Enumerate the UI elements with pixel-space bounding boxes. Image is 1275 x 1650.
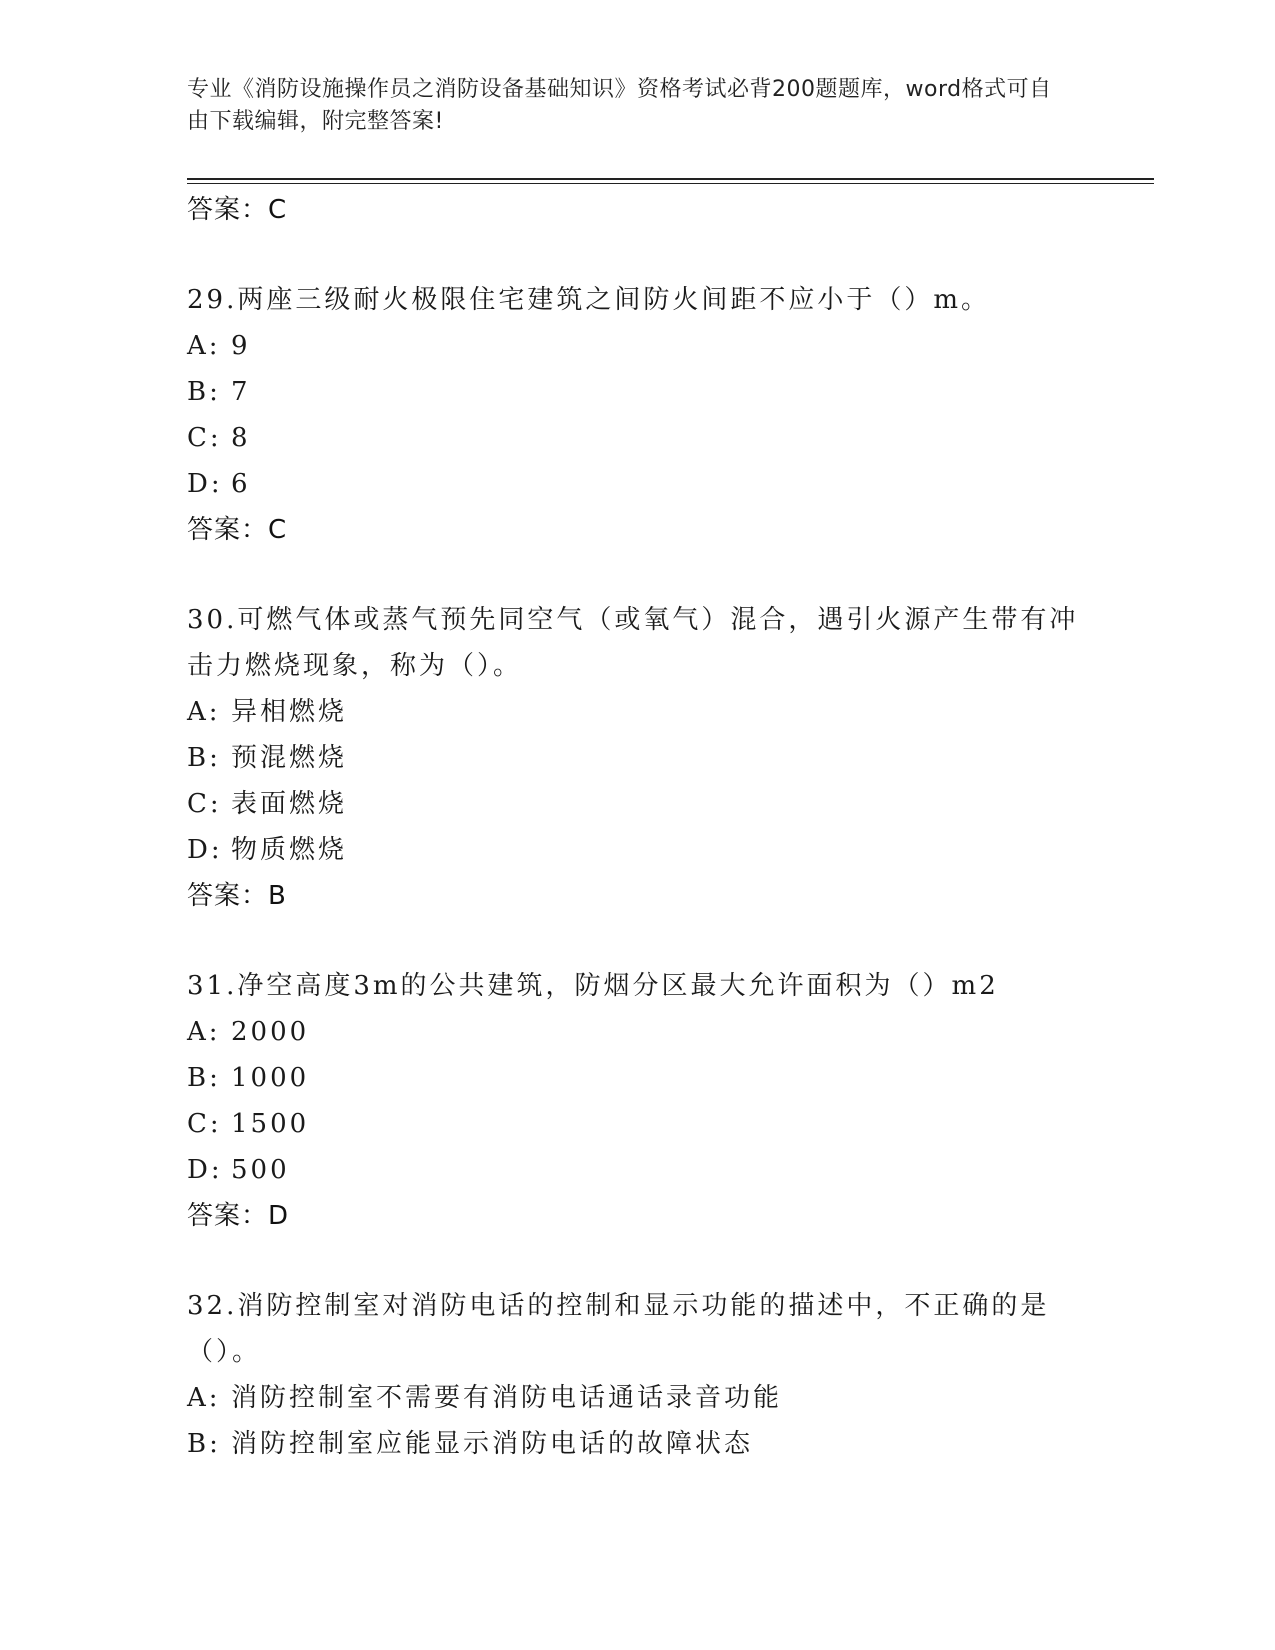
header-divider [187, 178, 1154, 180]
answer-label: 答案：B [187, 881, 287, 911]
option-text: 异相燃烧 [231, 697, 348, 727]
option-key: C: [187, 423, 222, 453]
answer-label: 答案：C [187, 195, 288, 225]
option-text: 500 [231, 1155, 290, 1185]
option-key: C: [187, 1109, 222, 1139]
option-key: A: [187, 1383, 221, 1413]
option-key: B: [187, 1063, 221, 1093]
option-b [187, 1055, 1087, 1101]
option-c [187, 781, 1087, 827]
option-key: A: [187, 1017, 221, 1047]
option-text: 预混燃烧 [231, 743, 348, 773]
option-a [187, 1009, 1087, 1055]
option-a [187, 689, 1087, 735]
header-divider-thin [187, 183, 1154, 184]
option-a [187, 323, 1087, 369]
option-key: A: [187, 331, 221, 361]
question-29: 29.两座三级耐火极限住宅建筑之间防火间距不应小于（）m。 [187, 285, 991, 315]
option-b [187, 735, 1087, 781]
option-key: B: [187, 1429, 221, 1459]
page-header: 专业《消防设施操作员之消防设备基础知识》资格考试必背200题题库，word格式可自由下载编辑，附完整答案! [187, 77, 1052, 134]
option-key: D: [187, 835, 223, 865]
option-b [187, 1421, 1087, 1467]
answer-label: 答案：C [187, 515, 288, 545]
option-d [187, 461, 1087, 507]
option-text: 2000 [231, 1017, 310, 1047]
option-a [187, 1375, 1087, 1421]
option-text: 物质燃烧 [231, 835, 348, 865]
option-key: A: [187, 697, 221, 727]
option-text: 表面燃烧 [231, 789, 348, 819]
answer-label: 答案：D [187, 1201, 290, 1231]
option-text: 消防控制室不需要有消防电话通话录音功能 [231, 1383, 783, 1413]
question-30: 30.可燃气体或蒸气预先同空气（或氧气）混合，遇引火源产生带有冲击力燃烧现象，称为（）。 [187, 605, 1079, 681]
option-key: C: [187, 789, 222, 819]
question-list [187, 187, 1087, 1467]
option-b [187, 369, 1087, 415]
option-text: 9 [231, 331, 251, 361]
option-c [187, 1101, 1087, 1147]
option-text: 1000 [231, 1063, 310, 1093]
option-key: D: [187, 469, 223, 499]
option-text: 消防控制室应能显示消防电话的故障状态 [231, 1429, 754, 1459]
option-key: B: [187, 743, 221, 773]
option-key: D: [187, 1155, 223, 1185]
option-d [187, 1147, 1087, 1193]
option-c [187, 415, 1087, 461]
option-text: 7 [231, 377, 251, 407]
question-31: 31.净空高度3m的公共建筑，防烟分区最大允许面积为（）m2 [187, 971, 999, 1001]
option-text: 8 [231, 423, 251, 453]
option-key: B: [187, 377, 221, 407]
option-text: 6 [231, 469, 251, 499]
question-32: 32.消防控制室对消防电话的控制和显示功能的描述中，不正确的是（）。 [187, 1291, 1050, 1367]
option-text: 1500 [231, 1109, 310, 1139]
option-d [187, 827, 1087, 873]
